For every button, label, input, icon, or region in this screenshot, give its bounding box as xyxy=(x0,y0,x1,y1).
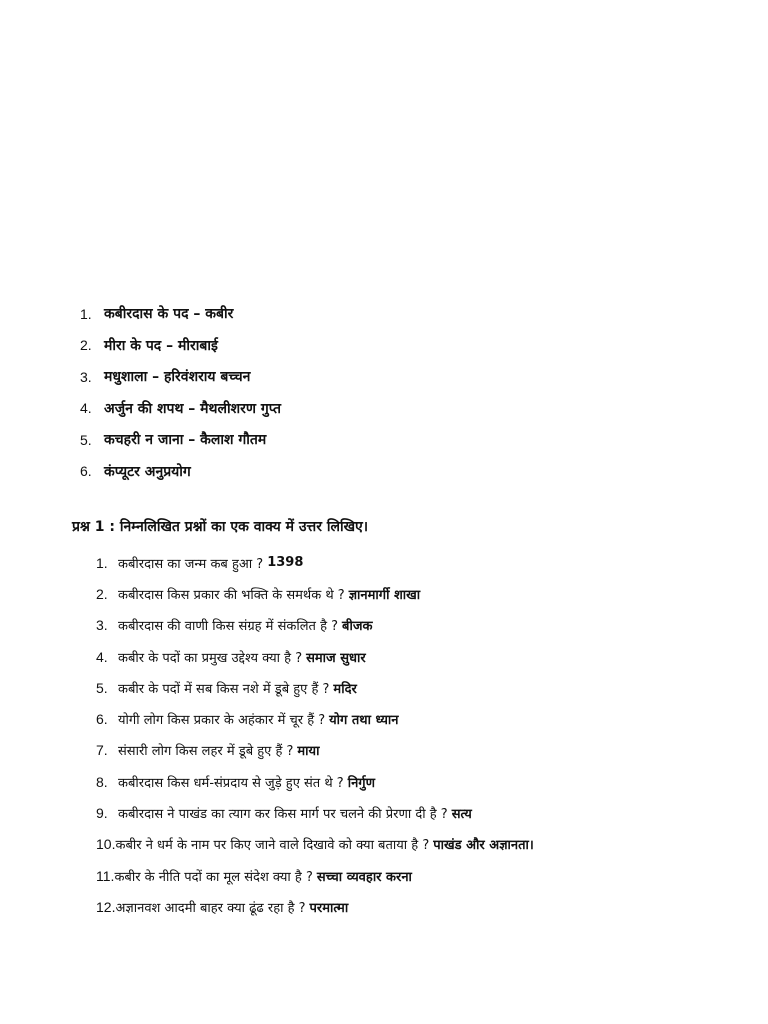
question-item xyxy=(96,860,534,891)
answer-text: 1398 xyxy=(267,555,304,571)
contents-item-number: 2. xyxy=(80,337,92,354)
answer-text: बीजक xyxy=(342,619,373,635)
question-item xyxy=(96,797,534,828)
question-item xyxy=(96,703,534,734)
question-number: 11. xyxy=(96,867,115,884)
question-item xyxy=(96,547,534,578)
contents-item xyxy=(80,298,281,330)
question-item xyxy=(96,735,534,766)
question-list xyxy=(96,547,534,923)
question-text: कबीर के पदों का प्रमुख उद्देश्य क्या है ? xyxy=(118,650,303,666)
question-number: 2. xyxy=(96,585,108,602)
question-item xyxy=(96,829,534,860)
contents-item-text: अर्जुन की शपथ – मैथलीशरण गुप्त xyxy=(104,400,281,417)
answer-text: परमात्मा xyxy=(309,900,349,916)
contents-item-text: कबीरदास के पद – कबीर xyxy=(104,306,234,323)
contents-item xyxy=(80,393,281,425)
question-item xyxy=(96,891,534,922)
contents-list xyxy=(80,298,281,487)
contents-item xyxy=(80,361,281,393)
answer-text: निर्गुण xyxy=(347,775,376,791)
question-item xyxy=(96,610,534,641)
question-item xyxy=(96,578,534,609)
answer-text: सच्चा व्यवहार करना xyxy=(316,869,412,885)
contents-item-text: कंप्यूटर अनुप्रयोग xyxy=(104,463,191,480)
question-item xyxy=(96,641,534,672)
contents-item xyxy=(80,424,281,456)
contents-item-number: 4. xyxy=(80,400,92,417)
question-number: 6. xyxy=(96,711,108,728)
contents-item xyxy=(80,456,281,488)
question-item xyxy=(96,766,534,797)
question-text: अज्ञानवश आदमी बाहर क्या ढूंढ रहा है ? xyxy=(115,900,306,916)
question-text: योगी लोग किस प्रकार के अहंकार में चूर हैं ? xyxy=(118,713,326,729)
question-text: कबीरदास का जन्म कब हुआ ? xyxy=(118,556,264,572)
answer-text: माया xyxy=(297,744,320,760)
contents-item-number: 1. xyxy=(80,305,92,322)
question-number: 10. xyxy=(96,836,116,853)
question-number: 3. xyxy=(96,617,108,634)
contents-item-number: 6. xyxy=(80,463,92,480)
answer-text: सत्य xyxy=(451,807,472,823)
contents-item-text: मधुशाला – हरिवंशराय बच्चन xyxy=(104,369,251,386)
question-heading: प्रश्न 1 : निम्नलिखित प्रश्नों का एक वाक्य में उत्तर लिखिए। xyxy=(72,519,369,535)
question-number: 12. xyxy=(96,898,116,915)
answer-text: मदिर xyxy=(333,681,357,697)
contents-item-number: 3. xyxy=(80,368,92,385)
question-text: संसारी लोग किस लहर में डूबे हुए हैं ? xyxy=(118,744,294,760)
answer-text: समाज सुधार xyxy=(306,650,366,666)
question-number: 8. xyxy=(96,773,108,790)
question-text: कबीर के नीति पदों का मूल संदेश क्या है ? xyxy=(114,869,313,885)
question-text: कबीरदास किस प्रकार की भक्ति के समर्थक थे ? xyxy=(118,587,345,603)
question-number: 9. xyxy=(96,805,108,822)
question-text: कबीरदास किस धर्म-संप्रदाय से जुड़े हुए संत थे ? xyxy=(118,775,344,791)
question-text: कबीरदास ने पाखंड का त्याग कर किस मार्ग पर चलने की प्रेरणा दी है ? xyxy=(118,807,448,823)
question-number: 1. xyxy=(96,554,108,571)
question-text: कबीर ने धर्म के नाम पर किए जाने वाले दिखावे को क्या बताया है ? xyxy=(115,838,430,854)
question-number: 7. xyxy=(96,742,108,759)
contents-item-text: कचहरी न जाना – कैलाश गौतम xyxy=(104,432,267,449)
answer-text: ज्ञानमार्गी शाखा xyxy=(348,587,421,603)
answer-text: योग तथा ध्यान xyxy=(329,713,399,729)
answer-text: पाखंड और अज्ञानता। xyxy=(433,838,534,854)
question-number: 4. xyxy=(96,648,108,665)
contents-item-number: 5. xyxy=(80,431,92,448)
contents-item-text: मीरा के पद – मीराबाई xyxy=(104,337,218,354)
question-text: कबीर के पदों में सब किस नशे में डूबे हुए हैं ? xyxy=(118,681,330,697)
question-text: कबीरदास की वाणी किस संग्रह में संकलित है ? xyxy=(118,619,339,635)
question-number: 5. xyxy=(96,679,108,696)
question-item xyxy=(96,672,534,703)
contents-item xyxy=(80,330,281,362)
